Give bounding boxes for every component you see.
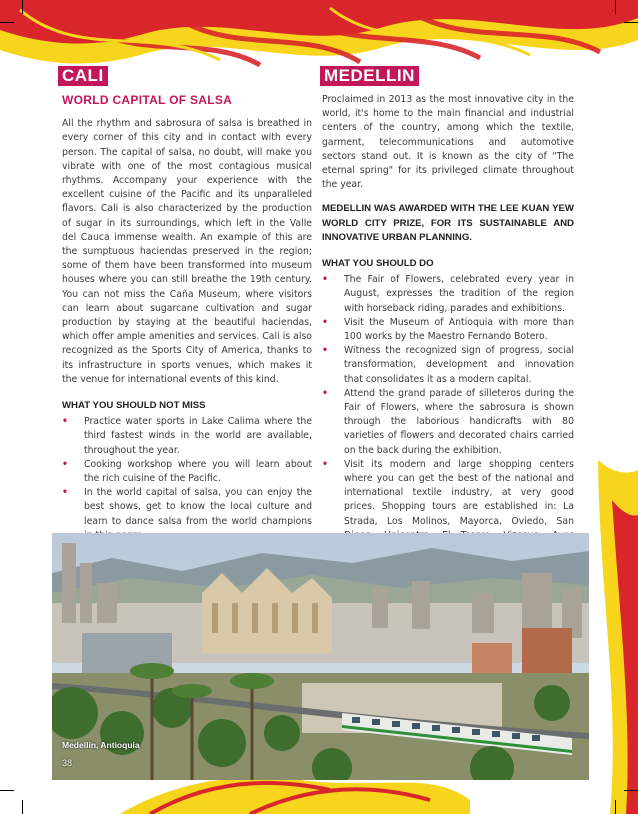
cali-heading: WORLD CAPITAL OF SALSA (62, 93, 233, 107)
bullet-icon: • (322, 345, 328, 357)
medellin-award: MEDELLIN WAS AWARDED WITH THE LEE KUAN YEW WORLD CITY PRIZE, FOR ITS SUSTAINABLE AND INNOVATIVE URBAN PLANNING. (322, 203, 574, 243)
list-item (322, 316, 574, 344)
list-item-text: In the world capital of salsa, you can enjoy the best shows, get to know the local culture and learn to dance salsa from the world champions (84, 487, 312, 527)
list-item-text: Attend the grand parade of silleteros during the Fair of Flowers, where the sabrosura is shown through the laborious handicrafts with 80 varieties of flowers and decorated chairs carried on the back during the exhibition. (344, 387, 574, 456)
bullet-icon: • (62, 487, 68, 499)
list-item (322, 273, 574, 316)
page-number: 38 (62, 758, 73, 768)
medellin-do-list (322, 273, 574, 571)
cali-column (62, 93, 312, 572)
list-item-text: Visit the Museum of Antioquia with more than 100 works by the Maestro Fernando Botero. (344, 316, 574, 343)
medellin-label: MEDELLIN (320, 66, 419, 86)
bullet-icon: • (322, 274, 328, 286)
cali-miss-heading: WHAT YOU SHOULD NOT MISS (62, 400, 206, 412)
crop-mark (615, 800, 616, 814)
bullet-icon: • (322, 458, 328, 470)
list-item-text: The Fair of Flowers, celebrated every year in August, expresses the tradition of the region with horseback riding, parades and exhibitions. (344, 274, 574, 314)
crop-mark (0, 22, 14, 23)
bullet-icon: • (322, 387, 328, 399)
list-item (322, 387, 574, 458)
medellin-intro: Proclaimed in 2013 as the most innovative city in the world, it's home to the main financial and industrial centers of the country, among which the textile, garment, telecommunications and automotive sectors stand out. It is known as the city of "The eternal spring" for its privileged climate throughout the year. (322, 94, 574, 191)
list-item-text: Visit its modern and large shopping centers where you can get the best of the national and international textile industry, at very good prices. Shopping tours are established in: La Strada, Los Molinos, Mayorca, Oviedo, San (344, 458, 574, 527)
crop-mark (22, 800, 23, 814)
list-item-text: Cooking workshop where you will learn about the rich cuisine of the Pacific. (84, 458, 312, 485)
bullet-icon: • (62, 458, 68, 470)
list-item-text: Practice water sports in Lake Calima where the third fastest winds in the world are available, throughout the year. (84, 416, 312, 456)
crop-mark (22, 0, 23, 14)
cali-label: CALI (58, 66, 108, 86)
bullet-icon: • (62, 416, 68, 428)
list-item (62, 415, 312, 458)
cali-intro: All the rhythm and sabrosura of salsa is breathed in every corner of this city and in contact with every person. The capital of salsa, no doubt, will make you vibrate with one of the most contagious musical rhythms. Accompany your experience with the excellent cuisine of the Pacific and its unparalleled flavors. Cali is also characterized by the production of sugar in its surroundings, which left in the Valle del Cauca immense wealth. An example of this are the sumptuous haciendas preserved in the region; some of them have been transformed into museum houses where you can still breathe the 19th century. You can not miss the Caña Museum, where visitors can learn about sugarcane cultivation and sugar production by staying at the beautiful haciendas, which offer ample amenities and services. Cali is also recognized as the Sports City of America, thanks to its infrastructure in sports venues, which makes it the venue for international events of this kind. (62, 118, 312, 385)
list-item-text: Witness the recognized sign of progress, social transformation, development and innovation that consolidates it as a modern capital. (344, 345, 574, 385)
crop-mark (624, 790, 638, 791)
crop-mark (0, 790, 14, 791)
crop-mark (615, 0, 616, 14)
list-item (322, 344, 574, 387)
bullet-icon: • (322, 316, 328, 328)
photo-caption: Medellín, Antioquia (62, 740, 140, 750)
list-item (62, 458, 312, 486)
crop-mark (624, 22, 638, 23)
medellin-column (322, 93, 574, 572)
medellin-do-heading: WHAT YOU SHOULD DO (322, 258, 434, 270)
